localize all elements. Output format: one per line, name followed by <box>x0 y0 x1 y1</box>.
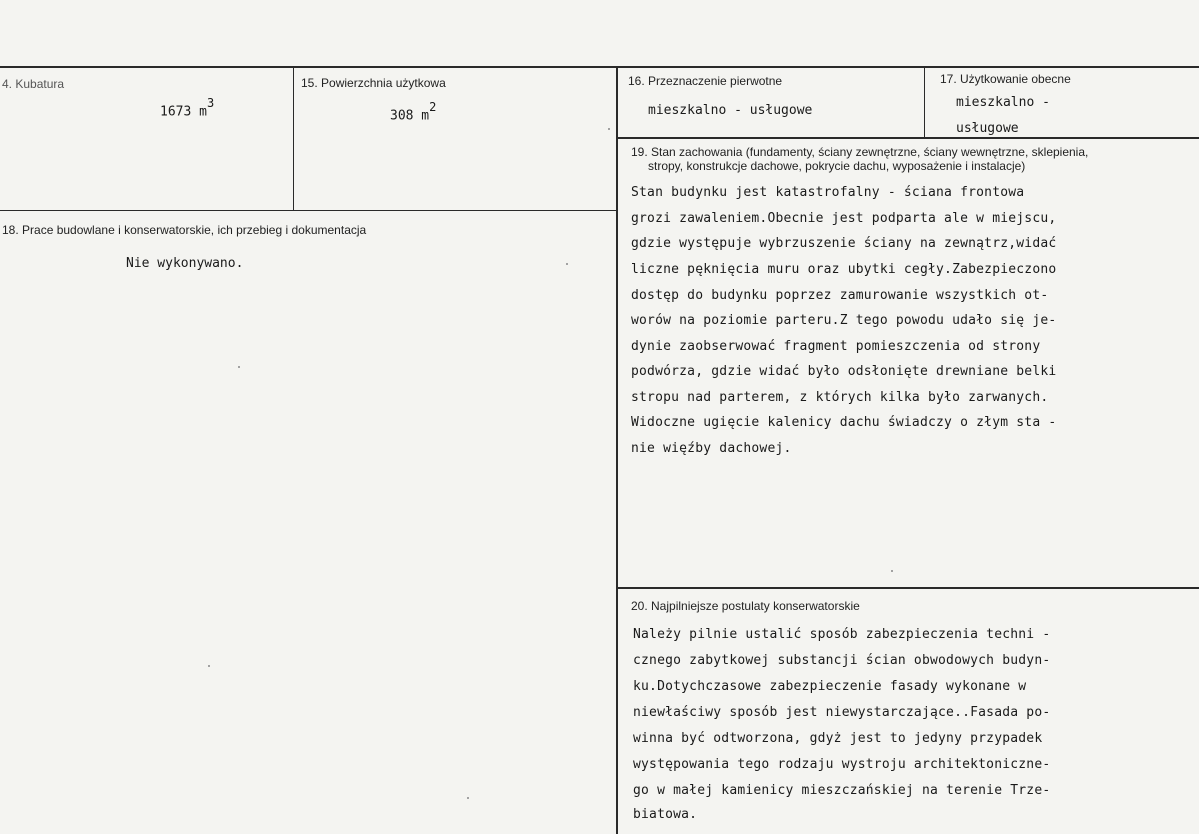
divider-h-right-bottom <box>617 587 1199 589</box>
divider-v-1 <box>293 66 294 211</box>
field-19-line: dostęp do budynku poprzez zamurowanie wszystkich ot- <box>631 288 1049 303</box>
area-value: 308 m <box>390 108 430 124</box>
scan-speck <box>467 797 469 799</box>
divider-v-2 <box>616 66 618 834</box>
field-19-label-line-2: stropy, konstrukcje dachowe, pokrycie dachu, wyposażenie i instalacje) <box>648 159 1026 173</box>
field-15-value <box>390 100 437 124</box>
field-19-line: grozi zawaleniem.Obecnie jest podparta ale w miejscu, <box>631 211 1057 226</box>
scan-speck <box>238 366 240 368</box>
area-exponent: 2 <box>429 100 437 114</box>
field-16-label: 16. Przeznaczenie pierwotne <box>628 74 783 88</box>
scan-speck <box>208 665 210 667</box>
scan-speck <box>608 128 610 130</box>
field-19-line: dynie zaobserwować fragment pomieszczenia od strony <box>631 339 1041 354</box>
field-16-value: mieszkalno - usługowe <box>648 103 813 118</box>
volume-exponent: 3 <box>206 96 215 110</box>
top-border <box>0 66 1199 68</box>
field-14-value <box>160 96 215 120</box>
field-18-label: 18. Prace budowlane i konserwatorskie, ich przebieg i dokumentacja <box>2 223 367 237</box>
field-18-value: Nie wykonywano. <box>126 256 244 271</box>
field-20-line: Należy pilnie ustalić sposób zabezpieczenia techni - <box>633 627 1051 642</box>
field-14-label: 4. Kubatura <box>2 77 65 91</box>
field-17-value-line-2: usługowe <box>956 121 1019 136</box>
field-17-label: 17. Użytkowanie obecne <box>940 72 1071 86</box>
field-19-line: worów na poziomie parteru.Z tego powodu udało się je- <box>631 313 1057 328</box>
divider-h-left <box>0 210 617 211</box>
field-19-line: nie więźby dachowej. <box>631 441 792 456</box>
field-20-line: cznego zabytkowej substancji ścian obwodowych budyn- <box>633 653 1051 668</box>
field-19-line: Widoczne ugięcie kalenicy dachu świadczy o złym sta - <box>631 415 1057 430</box>
field-20-line: ku.Dotychczasowe zabezpieczenie fasady wykonane w <box>633 679 1027 694</box>
scan-speck <box>891 570 893 572</box>
field-20-line: biatowa. <box>633 807 698 822</box>
field-19-line: liczne pęknięcia muru oraz ubytki cegły.Zabezpieczono <box>631 262 1057 277</box>
field-19-line: Stan budynku jest katastrofalny - ściana frontowa <box>631 185 1025 200</box>
field-19-line: stropu nad parterem, z których kilka było zarwanych. <box>631 390 1049 405</box>
field-20-line: występowania tego rodzaju wystroju architektoniczne- <box>633 757 1051 772</box>
field-20-line: go w małej kamienicy mieszczańskiej na terenie Trze- <box>633 783 1051 798</box>
field-20-line: niewłaściwy sposób jest niewystarczające..Fasada po- <box>633 705 1051 720</box>
field-19-line: podwórza, gdzie widać było odsłonięte drewniane belki <box>631 364 1057 379</box>
volume-value: 1673 m <box>160 104 207 120</box>
field-17-value-line-1: mieszkalno - <box>956 95 1050 110</box>
field-15-label: 15. Powierzchnia użytkowa <box>301 76 446 90</box>
field-19-label-line-1: 19. Stan zachowania (fundamenty, ściany zewnętrzne, ściany wewnętrzne, sklepienia, <box>631 145 1089 159</box>
field-20-line: winna być odtworzona, gdyż jest to jedyny przypadek <box>633 731 1043 746</box>
divider-v-3 <box>924 66 925 138</box>
field-20-label: 20. Najpilniejsze postulaty konserwatorskie <box>631 599 860 613</box>
scan-speck <box>566 263 568 265</box>
divider-h-right-top <box>617 137 1199 139</box>
field-19-line: gdzie występuje wybrzuszenie ściany na zewnątrz,widać <box>631 236 1057 251</box>
